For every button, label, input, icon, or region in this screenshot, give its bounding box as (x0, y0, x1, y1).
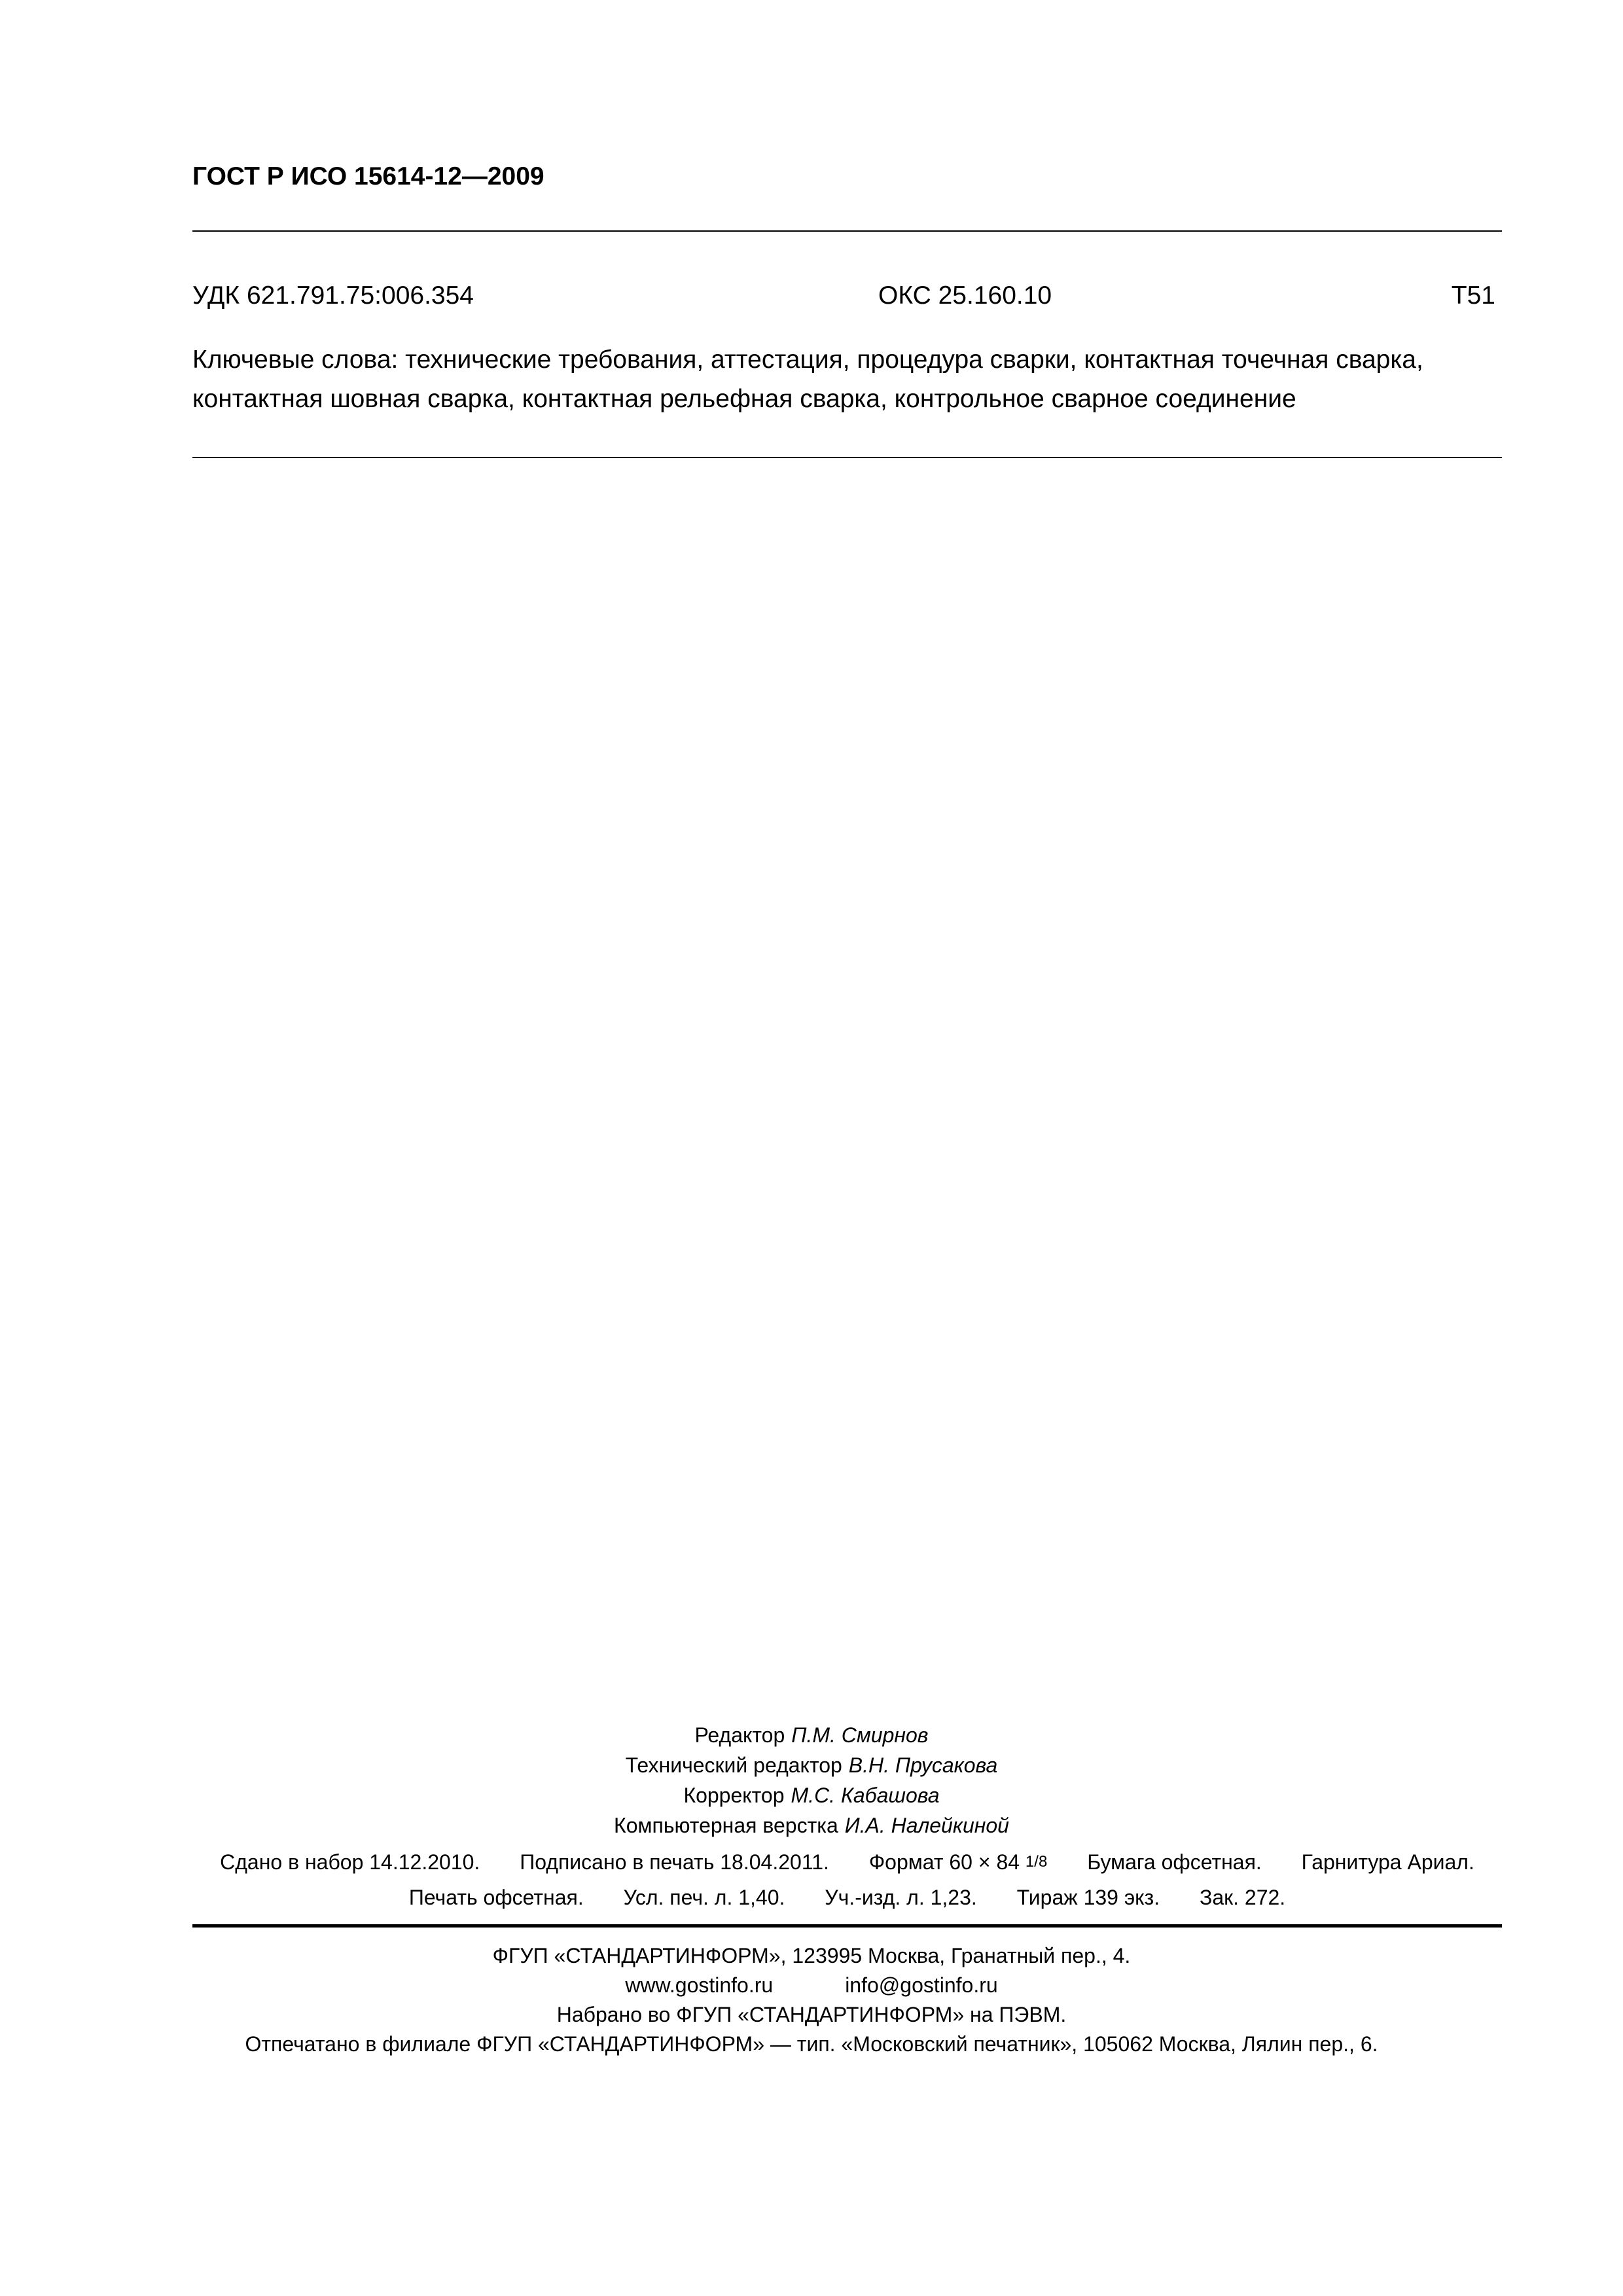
printed-info: Отпечатано в филиале ФГУП «СТАНДАРТИНФОРМ» — тип. «Московский печатник», 105062 Москва, Лялин пер., 6. (245, 2032, 1378, 2056)
publication-line-1 (192, 1846, 1502, 1878)
credit-label: Редактор (694, 1723, 785, 1747)
credit-layout (0, 1810, 1623, 1840)
credit-editor (0, 1720, 1623, 1750)
credits-block (0, 1720, 1623, 1840)
paper-format (869, 1850, 1047, 1874)
typeface: Гарнитура Ариал. (1301, 1850, 1474, 1874)
format-prefix: Формат 60 × 84 (868, 1850, 1020, 1874)
keywords-line-2: контактная шовная сварка, контактная рельефная сварка, контрольное сварное соединение (192, 385, 1296, 413)
email-link[interactable]: info@gostinfo.ru (845, 1973, 998, 1997)
document-code: ГОСТ Р ИСО 15614-12—2009 (192, 162, 544, 190)
printer-block (0, 1941, 1623, 2059)
submitted-date: Сдано в набор 14.12.2010. (220, 1850, 480, 1874)
credit-label: Компьютерная верстка (614, 1814, 838, 1837)
publishing-sheets: Уч.-изд. л. 1,23. (825, 1886, 977, 1909)
group-code: Т51 (1451, 281, 1495, 310)
oks-code: ОКС 25.160.10 (878, 281, 1052, 310)
circulation: Тираж 139 экз. (1016, 1886, 1160, 1909)
order-number: Зак. 272. (1199, 1886, 1286, 1909)
print-type: Печать офсетная. (408, 1886, 584, 1909)
website-link[interactable]: www.gostinfo.ru (625, 1973, 774, 1997)
credit-label: Корректор (683, 1784, 785, 1807)
top-divider (192, 230, 1502, 232)
typeset-info: Набрано во ФГУП «СТАНДАРТИНФОРМ» на ПЭВМ. (556, 2003, 1067, 2026)
signed-date: Подписано в печать 18.04.2011. (520, 1850, 829, 1874)
credit-name: И.А. Налейкиной (844, 1814, 1009, 1837)
keywords-divider (192, 457, 1502, 458)
publication-line-2 (192, 1881, 1502, 1914)
print-sheets: Усл. печ. л. 1,40. (623, 1886, 785, 1909)
contact-line (0, 1971, 1623, 2000)
paper-type: Бумага офсетная. (1087, 1850, 1262, 1874)
credit-name: В.Н. Прусакова (848, 1753, 998, 1777)
keywords (192, 340, 1508, 419)
credit-label: Технический редактор (625, 1753, 842, 1777)
imprint-divider (192, 1924, 1502, 1928)
credit-name: М.С. Кабашова (791, 1784, 940, 1807)
credit-proofreader (0, 1780, 1623, 1810)
keywords-line-1: Ключевые слова: технические требования, аттестация, процедура сварки, контактная точечная сварка, (192, 346, 1423, 374)
credit-tech-editor (0, 1750, 1623, 1780)
credit-name: П.М. Смирнов (791, 1723, 929, 1747)
format-fraction: 1/8 (1025, 1853, 1048, 1871)
classification-row (192, 281, 1502, 314)
publisher-address: ФГУП «СТАНДАРТИНФОРМ», 123995 Москва, Гранатный пер., 4. (492, 1944, 1131, 1967)
udc-code: УДК 621.791.75:006.354 (192, 281, 474, 310)
